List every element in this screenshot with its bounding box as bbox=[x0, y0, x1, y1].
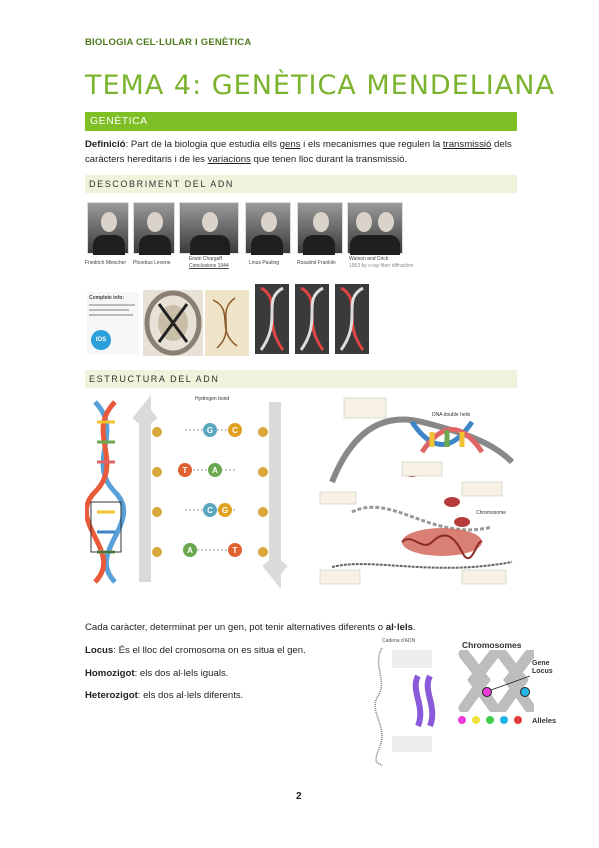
dna-discovery-figure bbox=[85, 200, 414, 360]
notebook-sketch bbox=[205, 290, 249, 356]
chromosome-sketch-figure bbox=[368, 636, 448, 768]
heterozigot-line bbox=[85, 690, 243, 701]
gene-label: Gene bbox=[532, 660, 550, 667]
allele-term: al·lels bbox=[385, 622, 413, 633]
ios-logo: IOS bbox=[91, 330, 111, 350]
base-label: A bbox=[187, 546, 193, 555]
gene-locus-figure bbox=[452, 640, 572, 740]
definition-term: Definició bbox=[85, 139, 126, 150]
base-label: A bbox=[212, 466, 218, 475]
portrait-franklin bbox=[297, 202, 343, 254]
caption-levene: Phoebus Levene bbox=[133, 260, 171, 266]
caption-chargaff: Erwin Chargaff bbox=[189, 256, 222, 262]
caption-watson-note: 1953 by x-ray fiber diffraction bbox=[349, 263, 414, 269]
alleles-label: Alleles bbox=[532, 716, 557, 725]
dna-double-helix-label: DNA double helix bbox=[432, 412, 471, 418]
subsection-bar-descobriment: DESCOBRIMENT DEL ADN bbox=[85, 175, 517, 193]
base-label: C bbox=[232, 426, 238, 435]
alleles-dots bbox=[454, 712, 534, 728]
page-title: TEMA 4: GENÈTICA MENDELIANA bbox=[85, 70, 555, 101]
link-transmissio: transmissió bbox=[442, 139, 492, 150]
homozigot-term: Homozigot bbox=[85, 668, 135, 679]
page-number: 2 bbox=[296, 791, 302, 802]
info-box bbox=[87, 292, 139, 354]
portrait-miescher bbox=[87, 202, 129, 254]
info-label: Complete info: bbox=[89, 295, 124, 301]
definition-text: que tenen lloc durant la transmissió. bbox=[250, 154, 408, 165]
allele-paragraph bbox=[85, 622, 416, 633]
subsection-bar-estructura: ESTRUCTURA DEL ADN bbox=[85, 370, 517, 388]
portrait-chargaff bbox=[179, 202, 239, 254]
dna-base-pairing-diagram bbox=[85, 392, 307, 588]
homozigot-text: : els dos al·lels iguals. bbox=[134, 668, 229, 679]
base-label: G bbox=[221, 506, 229, 515]
portrait-levene bbox=[133, 202, 175, 254]
base-label: T bbox=[232, 546, 238, 555]
locus-text: : És el lloc del cromosoma on es situa el gen. bbox=[113, 645, 306, 656]
allele-end: . bbox=[412, 622, 416, 633]
caption-watson-crick: Watson and Crick bbox=[349, 256, 389, 262]
heterozigot-term: Heterozigot bbox=[85, 690, 138, 701]
definition-text: i els mecanismes que regulen la bbox=[300, 139, 443, 150]
caption-miescher: Friedrich Miescher bbox=[85, 260, 127, 266]
base-label: C bbox=[207, 506, 213, 515]
locus-label: Locus bbox=[532, 668, 553, 675]
chromosome-pair-icon bbox=[454, 650, 534, 712]
link-variacions: variacions bbox=[207, 154, 251, 165]
link-gens: gens bbox=[279, 139, 301, 150]
adn-chain-label: Cadena d'ADN bbox=[382, 638, 416, 644]
course-header: BIOLOGIA CEL·LULAR I GENÈTICA bbox=[85, 37, 252, 48]
locus-line bbox=[85, 645, 306, 656]
caption-franklin: Rosalind Franklin bbox=[297, 260, 336, 266]
chromatin-packing-diagram bbox=[312, 392, 518, 588]
homozigot-line bbox=[85, 668, 228, 679]
definition-text: : Part de la biologia que estudia ells bbox=[125, 139, 280, 150]
definition-paragraph bbox=[85, 137, 517, 167]
base-label: T bbox=[182, 466, 188, 475]
portrait-watson-crick bbox=[347, 202, 403, 254]
hydrogen-bond-label: Hydrogen bond bbox=[195, 396, 230, 402]
xray-diffraction-image bbox=[143, 290, 203, 356]
chromosome-label: Chromosome bbox=[476, 510, 507, 516]
section-bar-genetica: GENÈTICA bbox=[85, 112, 517, 131]
portrait-pauling bbox=[245, 202, 291, 254]
dna-model-images bbox=[253, 280, 373, 358]
heterozigot-text: : els dos al·lels diferents. bbox=[137, 690, 244, 701]
definition-text: dels caràcters hereditaris i de les bbox=[85, 139, 512, 165]
base-label: G bbox=[206, 426, 214, 435]
allele-text: Cada caràcter, determinat per un gen, pot tenir alternatives diferents o bbox=[85, 622, 386, 633]
locus-term: Locus bbox=[85, 645, 114, 656]
caption-chargaff-note: Conclusions 1944 bbox=[189, 263, 229, 269]
caption-pauling: Linus Pauling bbox=[249, 260, 280, 266]
chromosomes-label: Chromosomes bbox=[462, 640, 522, 650]
